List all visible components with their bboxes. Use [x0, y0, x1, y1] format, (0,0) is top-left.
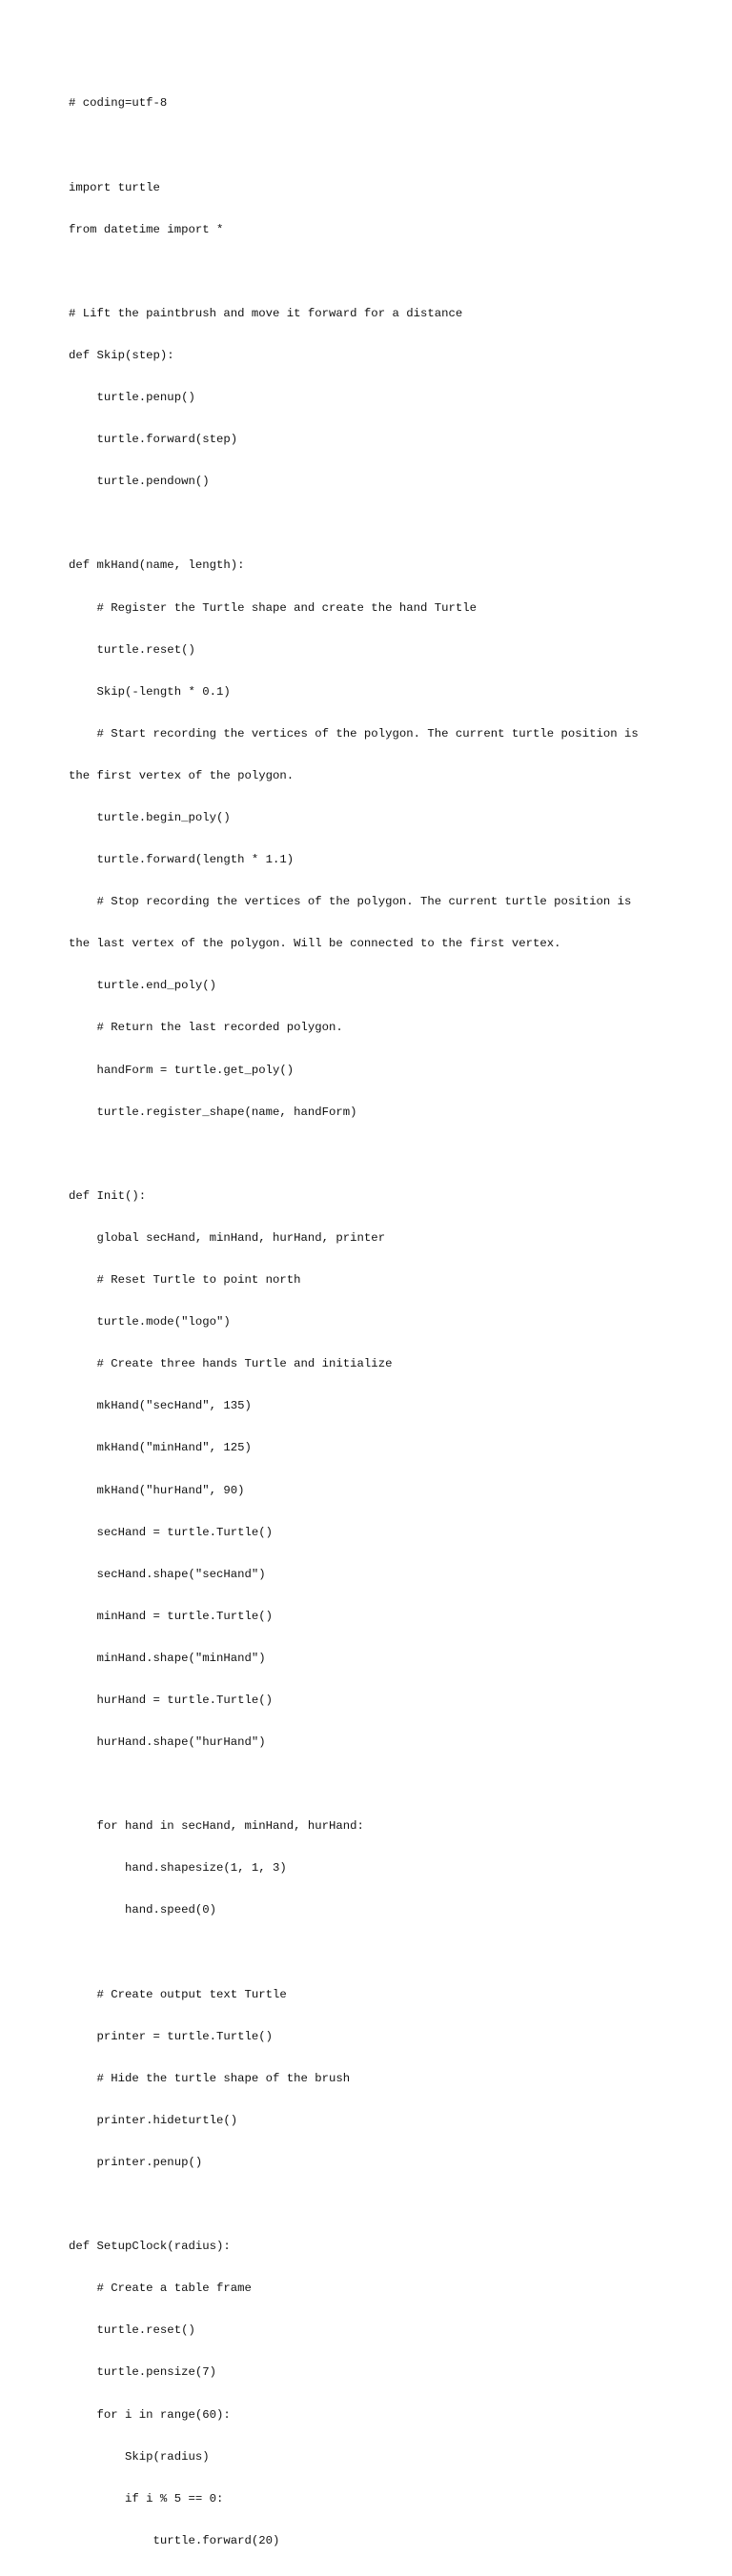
- code-line: Skip(-length * 0.1): [69, 684, 231, 699]
- code-line: def Skip(step):: [69, 348, 174, 362]
- code-line: mkHand("minHand", 125): [69, 1441, 252, 1455]
- code-line: # coding=utf-8: [69, 96, 168, 111]
- code-line: turtle.forward(length * 1.1): [69, 853, 295, 867]
- code-line: [69, 1946, 660, 1960]
- code-line: turtle.pensize(7): [69, 2365, 216, 2380]
- code-line: secHand = turtle.Turtle(): [69, 1525, 274, 1539]
- code-line: for i in range(60):: [69, 2407, 231, 2422]
- code-line: # Create three hands Turtle and initialize: [69, 1357, 393, 1371]
- code-line: # Create output text Turtle: [69, 1987, 287, 2001]
- code-line: printer.penup(): [69, 2156, 203, 2169]
- code-line: # Stop recording the vertices of the polygon. The current turtle position is: [69, 895, 632, 909]
- code-line: hand.shapesize(1, 1, 3): [69, 1861, 287, 1876]
- code-line: [69, 2198, 660, 2212]
- code-line: hurHand = turtle.Turtle(): [69, 1693, 274, 1707]
- code-line: turtle.penup(): [69, 391, 195, 405]
- code-line: turtle.forward(step): [69, 433, 238, 447]
- code-line: [69, 517, 660, 531]
- code-line: turtle.register_shape(name, handForm): [69, 1105, 357, 1119]
- code-line: hurHand.shape("hurHand"): [69, 1735, 266, 1750]
- code-line: minHand.shape("minHand"): [69, 1651, 266, 1665]
- code-line: import turtle: [69, 180, 160, 194]
- code-line: if i % 5 == 0:: [69, 2491, 224, 2505]
- code-line: mkHand("secHand", 135): [69, 1399, 252, 1413]
- code-line: def SetupClock(radius):: [69, 2240, 231, 2254]
- code-line: secHand.shape("secHand"): [69, 1567, 266, 1581]
- code-line: # Hide the turtle shape of the brush: [69, 2071, 351, 2085]
- code-line: turtle.mode("logo"): [69, 1315, 231, 1329]
- code-line: Skip(radius): [69, 2449, 210, 2464]
- code-line: handForm = turtle.get_poly(): [69, 1063, 295, 1077]
- code-line: # Lift the paintbrush and move it forward for a distance: [69, 306, 463, 320]
- code-line: hand.speed(0): [69, 1903, 216, 1917]
- code-line: printer = turtle.Turtle(): [69, 2029, 274, 2043]
- code-line: # Reset Turtle to point north: [69, 1273, 301, 1288]
- code-line: # Start recording the vertices of the polygon. The current turtle position is: [69, 726, 639, 740]
- code-line: turtle.reset(): [69, 2323, 195, 2338]
- code-line: def mkHand(name, length):: [69, 558, 245, 573]
- code-line: def Init():: [69, 1188, 147, 1203]
- code-line: turtle.reset(): [69, 642, 195, 657]
- code-line: turtle.begin_poly(): [69, 811, 231, 824]
- code-line: [69, 1777, 660, 1792]
- code-line: turtle.forward(20): [69, 2533, 280, 2547]
- code-block: [69, 69, 660, 2576]
- code-line: minHand = turtle.Turtle(): [69, 1609, 274, 1623]
- code-line: from datetime import *: [69, 222, 224, 236]
- code-line: # Create a table frame: [69, 2282, 252, 2296]
- code-line: # Register the Turtle shape and create the hand Turtle: [69, 600, 478, 615]
- code-line: turtle.pendown(): [69, 475, 210, 489]
- code-line: printer.hideturtle(): [69, 2113, 238, 2127]
- code-line: # Return the last recorded polygon.: [69, 1021, 343, 1035]
- code-line: [69, 1147, 660, 1162]
- code-line: mkHand("hurHand", 90): [69, 1483, 245, 1497]
- code-line: for hand in secHand, minHand, hurHand:: [69, 1819, 364, 1834]
- code-line: the last vertex of the polygon. Will be connected to the first vertex.: [69, 937, 561, 951]
- code-line: [69, 265, 660, 279]
- code-line: turtle.end_poly(): [69, 979, 216, 993]
- code-line: the first vertex of the polygon.: [69, 768, 295, 782]
- code-line: global secHand, minHand, hurHand, printer: [69, 1230, 386, 1245]
- code-line: [69, 139, 660, 153]
